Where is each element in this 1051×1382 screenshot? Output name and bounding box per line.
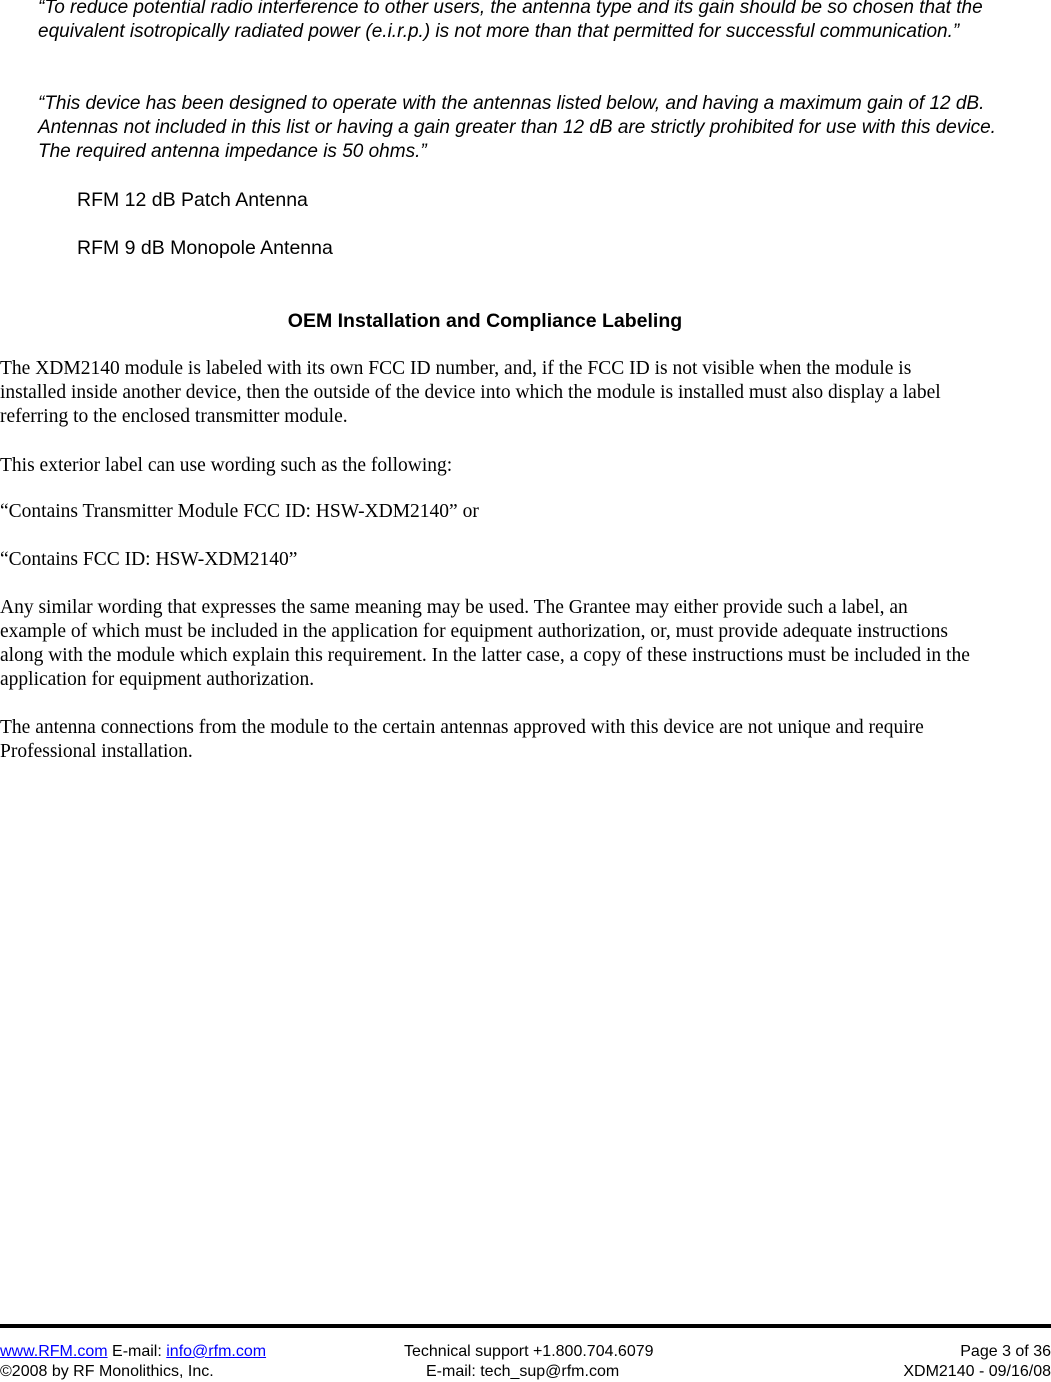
paragraph-labeling: The XDM2140 module is labeled with its own FCC ID number, and, if the FCC ID is not visible when the module is installed inside another device, then the outside of the device into which the module is installed must also display a label referring to the enclosed transmitter module. — [0, 358, 941, 427]
paragraph-exterior-label: This exterior label can use wording such as the following: — [0, 455, 453, 476]
support-phone: Technical support +1.800.704.6079 — [404, 1343, 654, 1360]
support-email: E-mail: tech_sup@rfm.com — [426, 1363, 620, 1380]
quote-interference: “To reduce potential radio interference to other users, the antenna type and its gain should be so chosen that the equivalent isotropically radiated power (e.i.r.p.) is not more than that permitted for successful communication.” — [38, 0, 983, 42]
footer-row-top — [0, 1342, 1051, 1362]
quote-antenna-gain: “This device has been designed to operate with the antennas listed below, and having a maximum gain of 12 dB. Antennas not included in this list or having a gain greater than 12 dB are strictly prohibited for use with this device. The required antenna impedance is 50 ohms.” — [38, 93, 996, 162]
footer-row-bottom — [0, 1362, 1051, 1382]
email-link[interactable]: info@rfm.com — [166, 1343, 267, 1360]
section-title: OEM Installation and Compliance Labeling — [287, 310, 683, 332]
paragraph-wording-1: “Contains Transmitter Module FCC ID: HSW-XDM2140” or — [0, 501, 479, 522]
footer-divider — [0, 1324, 1051, 1328]
paragraph-similar-wording: Any similar wording that expresses the same meaning may be used. The Grantee may either provide such a label, an example of which must be included in the application for equipment authorization, or, must provide adequate instructions along with the module which explain this requirement. In the latter case, a copy of these instructions must be included in the application for equipment authorization. — [0, 597, 970, 690]
website-link[interactable]: www.RFM.com — [0, 1343, 108, 1360]
doc-id: XDM2140 - 09/16/08 — [903, 1363, 1051, 1380]
page-number: Page 3 of 36 — [960, 1343, 1051, 1360]
email-label: E-mail: — [112, 1343, 162, 1360]
copyright: ©2008 by RF Monolithics, Inc. — [0, 1363, 214, 1380]
paragraph-antenna-connections: The antenna connections from the module to the certain antennas approved with this device are not unique and require Professional installation. — [0, 717, 924, 762]
antenna-item-patch: RFM 12 dB Patch Antenna — [77, 189, 308, 211]
paragraph-wording-2: “Contains FCC ID: HSW-XDM2140” — [0, 549, 298, 570]
antenna-item-monopole: RFM 9 dB Monopole Antenna — [77, 237, 333, 259]
